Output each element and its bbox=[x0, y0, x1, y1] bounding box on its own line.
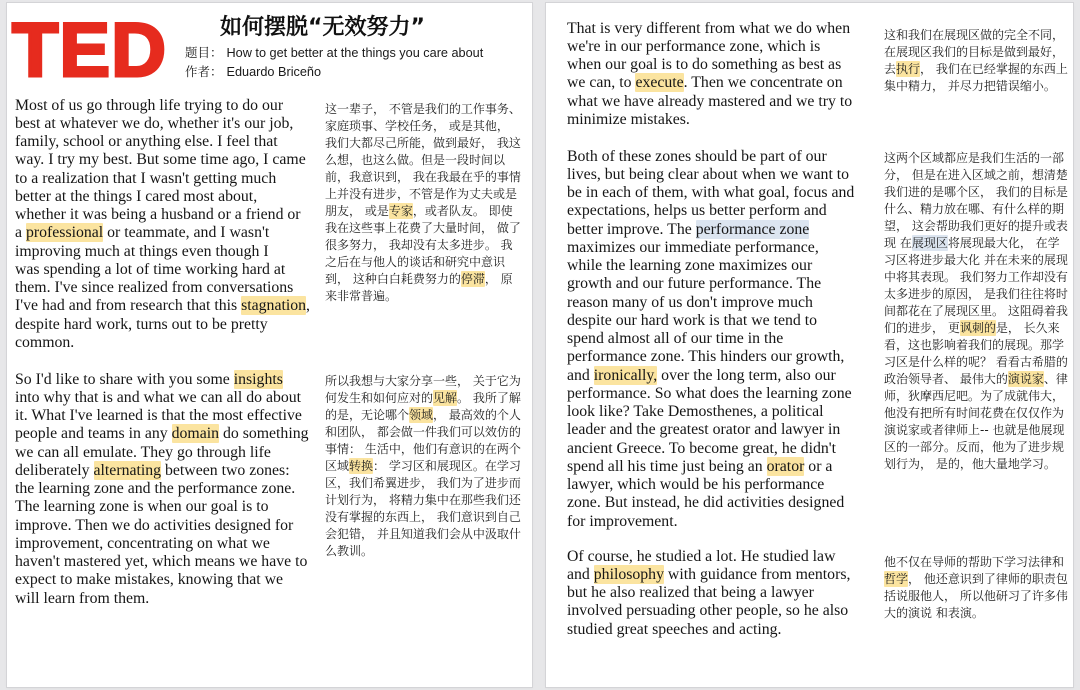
chinese-text-line: 到， 这种白白耗费努力的停滞， 原 bbox=[325, 272, 513, 286]
chinese-text-line: 所以我想与大家分享一些， 关于它为 bbox=[325, 374, 521, 388]
highlighted-term: performance zone bbox=[695, 220, 810, 238]
subject-line bbox=[185, 45, 483, 61]
chinese-text-line: 么想，也这么做。但是一段时间以 bbox=[325, 153, 506, 167]
english-text-line: common. bbox=[15, 333, 75, 351]
english-paragraph bbox=[567, 148, 854, 531]
author-value: Eduardo Briceño bbox=[226, 65, 322, 79]
english-text-line: will learn from them. bbox=[15, 589, 150, 607]
chinese-text-line: 没有掌握的东西上， 我们意识到自己 bbox=[325, 510, 521, 524]
english-text-line: deliberately alternating between two zones: bbox=[15, 461, 290, 479]
english-text-line: but he also realized that being a lawyer bbox=[567, 584, 814, 601]
english-text-line: better improve. The performance zone bbox=[567, 220, 810, 238]
chinese-text-line: 区域转换： 学习区和展现区。在学习 bbox=[325, 459, 521, 473]
chinese-paragraph bbox=[325, 373, 521, 560]
english-text-line: lawyer, which would be his performance bbox=[567, 476, 825, 493]
chinese-text-line: 我们进的是哪个区， 我们的目标是 bbox=[884, 185, 1068, 199]
subject-label: 题目： bbox=[185, 45, 223, 60]
chinese-text-line: 中将其表现。 我们努力工作却没有 bbox=[884, 270, 1068, 284]
chinese-text-line: 这和我们在展现区做的完全不同， bbox=[884, 28, 1065, 42]
chinese-text-line: 和团队， 都会做一件我们可以效仿的 bbox=[325, 425, 521, 439]
highlighted-term: 讽刺的 bbox=[959, 321, 996, 335]
english-text-line: way. I try my best. But some time ago, I came bbox=[15, 151, 306, 169]
english-text-line: The learning zone is when our goal is to bbox=[15, 498, 269, 516]
highlighted-term: 展现区 bbox=[911, 236, 948, 250]
english-text-line: a professional or teammate, and I wasn't bbox=[15, 224, 270, 242]
chinese-text-line: 他不仅在导师的帮助下学习法律和 bbox=[884, 555, 1065, 569]
english-text-line: spend almost all of our time in the bbox=[567, 330, 784, 347]
chinese-text-line: 划行为， 是的，他大量地学习。 bbox=[884, 457, 1056, 471]
english-text-line: minimize mistakes. bbox=[567, 110, 690, 128]
chinese-text-line: 现 在展现区将展现最大化， 在学 bbox=[884, 236, 1060, 250]
english-paragraph bbox=[15, 97, 310, 353]
highlighted-term: 执行 bbox=[896, 62, 921, 76]
english-text-line: reason many of us don't improve much bbox=[567, 293, 813, 311]
english-text-line: be in each of them, with what goal, focus and bbox=[567, 184, 855, 201]
subject-value: How to get better at the things you care about bbox=[226, 46, 484, 60]
chinese-paragraph bbox=[884, 554, 1068, 622]
chinese-text-line: 朋友， 或是专家，或者队友。 即使 bbox=[325, 204, 513, 218]
highlighted-term: ironically, bbox=[593, 366, 658, 384]
english-text-line: Most of us go through life trying to do our bbox=[15, 96, 284, 114]
chinese-text-line: 很多努力， 我却没有太多进步。 我 bbox=[325, 238, 513, 252]
english-text-line: lives, but being clear about when we want to bbox=[567, 165, 850, 183]
chinese-text-line: 括说服他人， 所以他研习了许多伟 bbox=[884, 589, 1068, 603]
english-text-line: maximizes our immediate performance, bbox=[567, 238, 819, 256]
chinese-text-line: 会犯错， 并且知道我们会从中汲取什 bbox=[325, 527, 521, 541]
document-title: 如何摆脱“无效努力” bbox=[220, 15, 425, 40]
english-text-line: into why that is and what we can all do about bbox=[15, 388, 302, 406]
highlighted-term: execute bbox=[635, 74, 684, 92]
chinese-text-line: 师，狄摩西尼吧。为了成就伟大， bbox=[884, 389, 1065, 403]
english-paragraph bbox=[567, 548, 850, 639]
chinese-text-line: 演说家或者律师上-- 也就是他展现 bbox=[884, 423, 1065, 437]
chinese-text-line: 何发生和如何应对的见解。 我所了解 bbox=[325, 391, 521, 405]
english-text-line: for improvement. bbox=[567, 512, 678, 530]
highlighted-term: 领域 bbox=[409, 408, 434, 422]
chinese-text-line: 事情： 生活中，他们有意识的在两个 bbox=[325, 442, 521, 456]
english-text-line: while the learning zone maximizes our bbox=[567, 257, 813, 274]
chinese-text-line: 家庭琐事、学校任务， 或是其他， bbox=[325, 119, 509, 133]
english-text-line: what we have already mastered and we try to bbox=[567, 92, 853, 110]
document-page-right bbox=[546, 3, 1073, 687]
english-text-line: and philosophy with guidance from mentors, bbox=[567, 565, 851, 583]
english-paragraph bbox=[15, 371, 309, 608]
chinese-text-line: 间都花在了展现区里。 这阻碍着我 bbox=[884, 304, 1068, 318]
author-line bbox=[185, 64, 321, 80]
english-text-line: growth and our future performance. The bbox=[567, 275, 822, 293]
english-text-line: spend all his time just being an orator or a bbox=[567, 457, 833, 475]
english-text-line: family, school or anything else. I feel that bbox=[15, 133, 278, 150]
english-text-line: it. What I've learned is that the most effective bbox=[15, 407, 302, 424]
english-text-line: involved persuading other people, so he also bbox=[567, 602, 849, 620]
chinese-text-line: 他没有把所有时间花费在仅仅作为 bbox=[884, 406, 1065, 420]
document-page-left bbox=[7, 3, 532, 687]
english-text-line: them. I've since realized from conversations bbox=[15, 279, 294, 296]
english-text-line: I've had and from research that this stagnation, bbox=[15, 297, 310, 315]
ted-logo: TED bbox=[12, 7, 167, 93]
highlighted-term: 演说家 bbox=[1007, 372, 1044, 386]
english-text-line: studied great speeches and acting. bbox=[567, 620, 782, 638]
english-text-line: whether it was being a husband or a friend or bbox=[15, 206, 301, 223]
chinese-text-line: 这两个区域都应是我们生活的一部 bbox=[884, 151, 1065, 165]
english-text-line: expectations, helps us better perform and bbox=[567, 202, 827, 220]
english-text-line: people and teams in any domain do something bbox=[15, 425, 309, 443]
chinese-paragraph bbox=[884, 27, 1068, 95]
chinese-text-line: 太多进步的原因， 是我们往往将时 bbox=[884, 287, 1068, 301]
chinese-text-line: 上并没有进步，不管是作为丈夫或是 bbox=[325, 187, 518, 201]
chinese-text-line: 集中精力， 并尽力把错误缩小。 bbox=[884, 79, 1056, 93]
english-text-line: That is very different from what we do when bbox=[567, 19, 851, 37]
english-text-line: was spending a lot of time working hard at bbox=[15, 260, 286, 278]
chinese-text-line: 区，我们希翼进步， 我们为了进步而 bbox=[325, 476, 521, 490]
chinese-text-line: 的是，无论哪个领域， 最高效的个人 bbox=[325, 408, 521, 422]
english-text-line: the learning zone and the performance zone. bbox=[15, 480, 296, 497]
english-text-line: best at whatever we do, whether it's our job, bbox=[15, 114, 294, 132]
english-text-line: despite hard work, turns out to be pretty bbox=[15, 315, 268, 333]
english-text-line: zone. But instead, he did activities designed bbox=[567, 494, 845, 512]
english-text-line: haven't mastered yet, which means we have to bbox=[15, 553, 308, 570]
highlighted-term: 见解 bbox=[433, 391, 458, 405]
english-text-line: we can, to execute. Then we concentrate on bbox=[567, 74, 843, 92]
highlighted-term: 停滞 bbox=[460, 272, 485, 286]
chinese-text-line: 来非常普遍。 bbox=[325, 289, 398, 303]
chinese-text-line: 在展现区我们的目标是做到最好， bbox=[884, 45, 1065, 59]
chinese-text-line: 习区将进步最大化 并在未来的展现 bbox=[884, 253, 1068, 267]
chinese-text-line: 区的一部分。反而，他为了进步规 bbox=[884, 440, 1065, 454]
chinese-text-line: 我们大都尽己所能，做到最好， 我这 bbox=[325, 136, 521, 150]
english-text-line: Both of these zones should be part of our bbox=[567, 147, 827, 165]
english-text-line: performance zone. This hinders our growth, bbox=[567, 348, 845, 366]
highlighted-term: insights bbox=[233, 370, 283, 388]
chinese-text-line: 大的演说 和表演。 bbox=[884, 606, 984, 620]
english-text-line: we can all emulate. They go through life bbox=[15, 443, 271, 461]
english-text-line: improving much at things even though I bbox=[15, 242, 269, 260]
english-text-line: ancient Greece. To become great, he didn't bbox=[567, 439, 836, 457]
author-label: 作者： bbox=[185, 64, 223, 79]
english-text-line: when our goal is to do something as best as bbox=[567, 56, 842, 73]
chinese-text-line: 我在这些事上花费了大量时间， 做了 bbox=[325, 221, 521, 235]
english-text-line: despite our hard work is that we tend to bbox=[567, 311, 818, 329]
english-text-line: to a realization that I wasn't getting much bbox=[15, 169, 277, 187]
english-text-line: we're in our performance zone, which is bbox=[567, 37, 821, 55]
chinese-text-line: 看，这也影响着我们的展现。那学 bbox=[884, 338, 1065, 352]
highlighted-term: 转换 bbox=[349, 459, 374, 473]
chinese-text-line: 计划行为， 将精力集中在那些我们还 bbox=[325, 493, 521, 507]
chinese-text-line: 之后在与他人的谈话和研究中意识 bbox=[325, 255, 506, 269]
chinese-text-line: 这一辈子， 不管是我们的工作事务、 bbox=[325, 102, 521, 116]
english-text-line: look like? Take Demosthenes, a political bbox=[567, 403, 824, 420]
highlighted-term: 哲学 bbox=[884, 572, 909, 586]
chinese-text-line: 分， 但是在进入区域之前，想清楚 bbox=[884, 168, 1068, 182]
english-text-line: performance. So what does the learning zone bbox=[567, 384, 852, 402]
english-text-line: Of course, he studied a lot. He studied law bbox=[567, 547, 836, 565]
chinese-text-line: 习区是什么样的呢？ 看看古希腊的 bbox=[884, 355, 1068, 369]
chinese-text-line: 们的进步， 更讽刺的是， 长久来 bbox=[884, 321, 1060, 335]
chinese-text-line: 哲学， 他还意识到了律师的职责包 bbox=[884, 572, 1068, 586]
highlighted-term: stagnation bbox=[241, 297, 307, 315]
highlighted-term: philosophy bbox=[593, 565, 664, 583]
highlighted-term: alternating bbox=[93, 461, 162, 479]
highlighted-term: domain bbox=[171, 425, 219, 443]
chinese-text-line: 什么、精力放在哪、有什么样的期 bbox=[884, 202, 1065, 216]
chinese-paragraph bbox=[325, 101, 521, 305]
english-text-line: better at the things I cared most about, bbox=[15, 187, 258, 205]
chinese-paragraph bbox=[884, 150, 1068, 473]
chinese-text-line: 么教训。 bbox=[325, 544, 374, 558]
chinese-text-line: 去执行， 我们在已经掌握的东西上 bbox=[884, 62, 1068, 76]
english-text-line: and ironically, over the long term, also our bbox=[567, 366, 836, 384]
english-paragraph bbox=[567, 20, 852, 130]
chinese-text-line: 政治领导者、 最伟大的演说家、律 bbox=[884, 372, 1068, 386]
english-text-line: So I'd like to share with you some insights bbox=[15, 370, 283, 388]
highlighted-term: 专家 bbox=[388, 204, 413, 218]
english-text-line: leader and the greatest orator and lawyer in bbox=[567, 421, 841, 439]
chinese-text-line: 望， 这会帮助我们更好的提升或表 bbox=[884, 219, 1068, 233]
english-text-line: improvement, concentrating on what we bbox=[15, 534, 270, 552]
highlighted-term: orator bbox=[766, 457, 805, 475]
english-text-line: expect to make mistakes, knowing that we bbox=[15, 571, 284, 589]
chinese-text-line: 前，我意识到， 我在我最在乎的事情 bbox=[325, 170, 521, 184]
highlighted-term: professional bbox=[25, 224, 104, 242]
english-text-line: improve. Then we do activities designed for bbox=[15, 516, 294, 534]
